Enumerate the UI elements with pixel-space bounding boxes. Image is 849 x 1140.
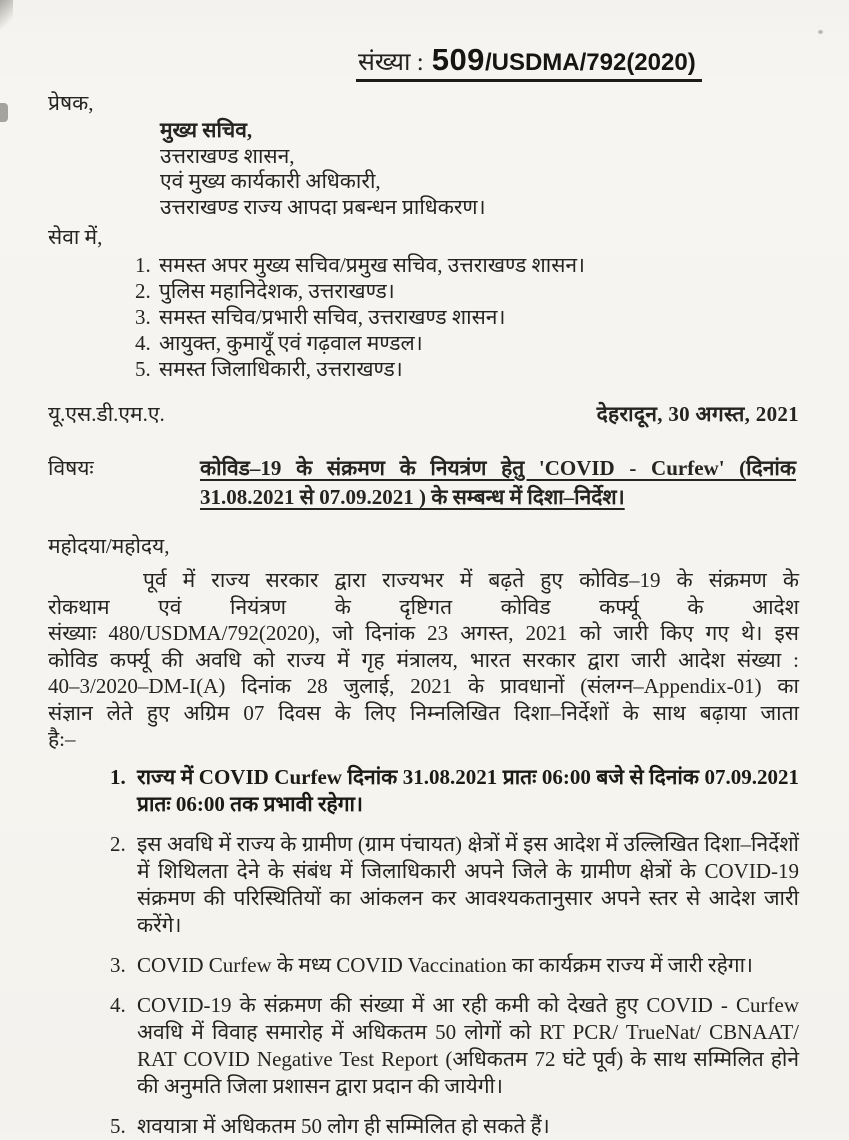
from-line: मुख्य सचिव,	[160, 118, 253, 142]
paragraph-line: संज्ञान लेते हुए अग्रिम 07 दिवस के लिए निम्नलिखित दिशा–निर्देशों के साथ बढ़ाया जाता	[48, 700, 799, 725]
from-block	[160, 118, 799, 220]
doc-number-label: संख्या :	[358, 49, 424, 76]
subject-label: विषयः	[48, 456, 94, 480]
recipient-row	[135, 278, 799, 304]
paragraph-line: रोकथाम एवं नियंत्रण के दृष्टिगत कोविड कर्फ्यू के आदेश	[48, 594, 799, 619]
recipient-row	[135, 252, 799, 278]
doc-number-suffix: /USDMA/792(2020)	[484, 49, 696, 76]
from-line: एवं मुख्य कार्यकारी अधिकारी,	[160, 169, 381, 193]
subject-line: 31.08.2021 से 07.09.2021 ) के सम्बन्ध में दिशा–निर्देश।	[200, 485, 625, 509]
from-line: उत्तराखण्ड राज्य आपदा प्रबन्धन प्राधिकरण।	[160, 194, 486, 219]
scan-artifact	[0, 103, 8, 122]
directive-item	[110, 1113, 799, 1140]
directive-number: 2.	[110, 831, 126, 856]
recipient-text: आयुक्त, कुमायूँ एवं गढ़वाल मण्डल।	[159, 331, 423, 355]
directive-item	[110, 831, 799, 939]
directive-number: 1.	[110, 764, 126, 789]
paragraph-line: 40–3/2020–DM-I(A) दिनांक 28 जुलाई, 2021 के प्रावधानों (संलग्न–Appendix-01) का	[48, 674, 799, 698]
recipient-number: 5.	[135, 357, 151, 381]
from-line: उत्तराखण्ड शासन,	[160, 143, 295, 168]
directive-text: शवयात्रा में अधिकतम 50 लोग ही सम्मिलित हो सकते हैं।	[137, 1113, 550, 1138]
directive-item	[110, 952, 799, 979]
org-abbreviation: यू.एस.डी.एम.ए.	[48, 402, 165, 426]
directive-text: COVID Curfew के मध्य COVID Vaccination का कार्यक्रम राज्य में जारी रहेगा।	[137, 952, 754, 977]
from-label: प्रेषक,	[48, 91, 94, 115]
scan-artifact	[818, 30, 823, 34]
to-label: सेवा में,	[48, 225, 103, 249]
recipient-text: समस्त सचिव/प्रभारी सचिव, उत्तराखण्ड शासन।	[159, 305, 506, 329]
recipient-text: पुलिस महानिदेशक, उत्तराखण्ड।	[159, 279, 395, 303]
recipient-row	[135, 304, 799, 330]
recipient-number: 3.	[135, 305, 151, 329]
paragraph-line: संख्याः 480/USDMA/792(2020), जो दिनांक 23 अगस्त, 2021 को जारी किए गए थे। इस	[48, 621, 799, 645]
subject-line: कोविड–19 के संक्रमण के नियत्रंण हेतु 'COVID - Curfew' (दिनांक	[200, 456, 796, 480]
doc-number	[356, 42, 799, 82]
scan-artifact	[0, 0, 13, 30]
doc-number-value: 509	[431, 42, 485, 77]
directives-list	[110, 764, 799, 1140]
recipient-text: समस्त अपर मुख्य सचिव/प्रमुख सचिव, उत्तराखण्ड शासन।	[159, 253, 586, 277]
directive-item	[110, 764, 799, 818]
recipient-text: समस्त जिलाधिकारी, उत्तराखण्ड।	[159, 357, 403, 381]
paragraph-line: कोविड कर्फ्यू की अवधि को राज्य में गृह मंत्रालय, भारत सरकार द्वारा जारी आदेश संख्या :	[48, 647, 799, 672]
doc-number-underline	[356, 42, 702, 82]
recipient-number: 1.	[135, 253, 151, 277]
directive-number: 3.	[110, 952, 126, 977]
subject-row	[48, 454, 799, 512]
body-paragraph	[48, 567, 799, 753]
directive-number: 4.	[110, 992, 126, 1017]
reference-row	[48, 400, 799, 428]
paragraph-line: पूर्व में राज्य सरकार द्वारा राज्यभर में बढ़ते हुए कोविड–19 के संक्रमण के	[143, 568, 799, 592]
directive-text: राज्य में COVID Curfew दिनांक 31.08.2021 प्रातः 06:00 बजे से दिनांक 07.09.2021 प्रातः 06:00 तक प्रभावी रहेगा।	[137, 764, 799, 816]
place-date: देहरादून, 30 अगस्त, 2021	[596, 402, 799, 426]
to-block	[135, 252, 799, 382]
directive-item	[110, 992, 799, 1100]
recipient-number: 4.	[135, 331, 151, 355]
recipient-row	[135, 356, 799, 382]
subject-text	[200, 454, 796, 512]
directive-text: COVID-19 के संक्रमण की संख्या में आ रही कमी को देखते हुए COVID - Curfew अवधि में विवाह समारोह में अधिकतम 50 लोगों को RT PCR/ TrueNat/ CBNAAT/ RAT COVID Negative Test Report (अधिकतम 72 घंटे पूर्व) के साथ सम्मिलित होने की अनुमति जिला प्रशासन द्वारा प्रदान की जायेगी।	[137, 992, 799, 1098]
directive-text: इस अवधि में राज्य के ग्रामीण (ग्राम पंचायत) क्षेत्रों में इस आदेश में उल्लिखित दिशा–निर्देशों में शिथिलता देने के संबंध में जिलाधिकारी अपने जिले के ग्रामीण क्षेत्रों के COVID-19 संक्रमण की परिस्थितियों का आंकलन कर आवश्यकतानुसार अपने स्तर से आदेश जारी करेंगे।	[137, 831, 799, 937]
recipient-row	[135, 330, 799, 356]
recipient-number: 2.	[135, 279, 151, 303]
directive-number: 5.	[110, 1113, 126, 1138]
salutation: महोदया/महोदय,	[48, 534, 170, 558]
paragraph-line: है:–	[48, 727, 76, 751]
